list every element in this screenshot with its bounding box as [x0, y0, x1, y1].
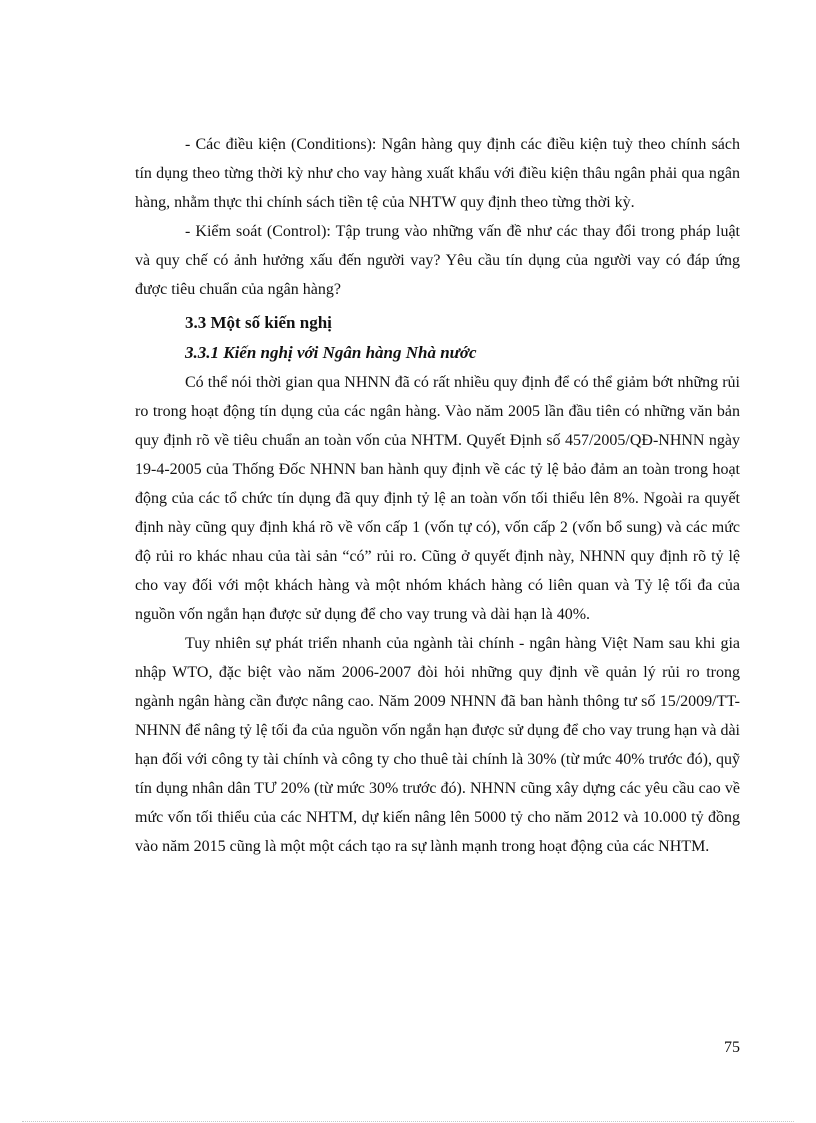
paragraph-nhnn-regulations: Có thể nói thời gian qua NHNN đã có rất nhiều quy định để có thể giảm bớt những rủi ro trong hoạt động tín dụng của các ngân hàng. Vào năm 2005 lần đầu tiên có những văn bản quy định rõ về tiêu chuẩn an toàn vốn của NHTM. Quyết Định số 457/2005/QĐ-NHNN ngày 19-4-2005 của Thống Đốc NHNN ban hành quy định về các tỷ lệ bảo đảm an toàn trong hoạt động của các tổ chức tín dụng đã quy định tỷ lệ an toàn vốn tối thiểu lên 8%. Ngoài ra quyết định này cũng quy định khá rõ về vốn cấp 1 (vốn tự có), vốn cấp 2 (vốn bổ sung) và các mức độ rủi ro khác nhau của tài sản “có” rủi ro. Cũng ở quyết định này, NHNN quy định rõ tỷ lệ cho vay đối với một khách hàng và một nhóm khách hàng có liên quan và Tỷ lệ tối đa của nguồn vốn ngắn hạn được sử dụng để cho vay trung và dài hạn là 40%.	[135, 374, 740, 623]
page-number: 75	[724, 1039, 740, 1056]
paragraph-conditions: - Các điều kiện (Conditions): Ngân hàng quy định các điều kiện tuỳ theo chính sách tín dụng theo từng thời kỳ như cho vay hàng xuất khẩu với điều kiện thâu ngân phải qua ngân hàng, nhằm thực thi chính sách tiền tệ của NHTW quy định theo từng thời kỳ.	[135, 136, 740, 211]
page-bottom-divider	[22, 1121, 794, 1122]
subsection-heading: 3.3.1 Kiến nghị với Ngân hàng Nhà nước	[185, 343, 477, 362]
page-content	[135, 130, 740, 861]
paragraph-wto-development: Tuy nhiên sự phát triển nhanh của ngành tài chính - ngân hàng Việt Nam sau khi gia nhập WTO, đặc biệt vào năm 2006-2007 đòi hỏi những quy định về quản lý rủi ro trong ngành ngân hàng cần được nâng cao. Năm 2009 NHNN đã ban hành thông tư số 15/2009/TT-NHNN để nâng tỷ lệ tối đa của nguồn vốn ngắn hạn được sử dụng để cho vay trung hạn và dài hạn đối với công ty tài chính và công ty cho thuê tài chính là 30% (từ mức 40% trước đó), quỹ tín dụng nhân dân TƯ 20% (từ mức 30% trước đó). NHNN cũng xây dựng các yêu cầu cao về mức vốn tối thiểu của các NHTM, dự kiến nâng lên 5000 tỷ cho năm 2012 và 10.000 tỷ đồng vào năm 2015 cũng là một một cách tạo ra sự lành mạnh trong hoạt động của các NHTM.	[135, 635, 740, 855]
paragraph-control: - Kiểm soát (Control): Tập trung vào những vấn đề như các thay đổi trong pháp luật và quy chế có ảnh hưởng xấu đến người vay? Yêu cầu tín dụng của người vay có đáp ứng được tiêu chuẩn của ngân hàng?	[135, 223, 740, 298]
section-heading: 3.3 Một số kiến nghị	[185, 313, 332, 332]
